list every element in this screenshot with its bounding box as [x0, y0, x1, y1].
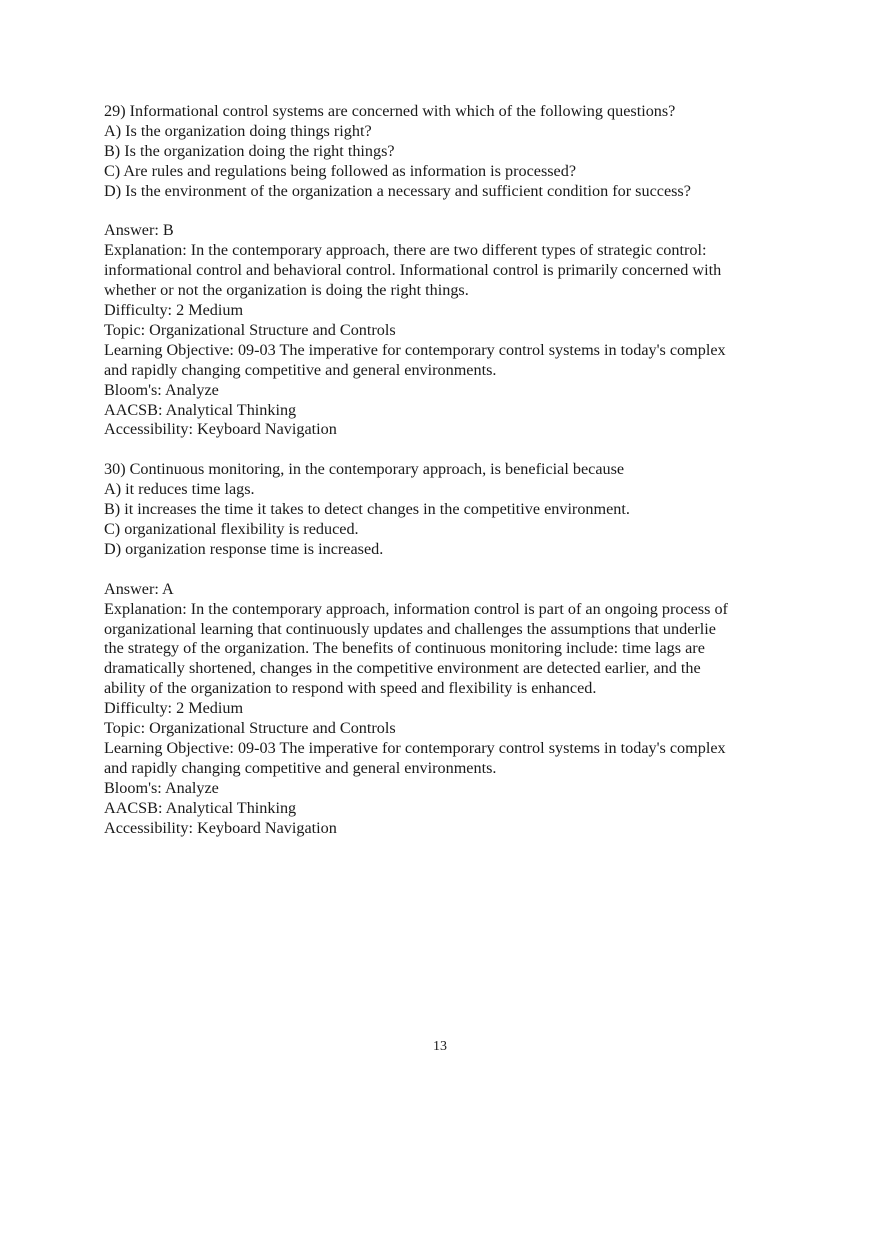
question-block: [104, 102, 794, 440]
difficulty: Difficulty: 2 Medium: [104, 301, 244, 320]
learning-objective-line: Learning Objective: 09-03 The imperative for contemporary control systems in today's complex: [104, 738, 726, 757]
accessibility-tag: Accessibility: Keyboard Navigation: [104, 818, 337, 837]
question-block: [104, 460, 794, 838]
answer-option-b: B) Is the organization doing the right things?: [104, 141, 395, 160]
learning-objective-line: and rapidly changing competitive and general environments.: [104, 758, 497, 777]
explanation-line: whether or not the organization is doing the right things.: [104, 281, 469, 300]
blooms-level: Bloom's: Analyze: [104, 778, 219, 797]
page-content: [104, 102, 794, 838]
explanation-line: organizational learning that continuously updates and challenges the assumptions that underlie: [104, 619, 716, 638]
page-number: 13: [433, 1039, 447, 1054]
aacsb-tag: AACSB: Analytical Thinking: [104, 400, 297, 419]
explanation-line: ability of the organization to respond with speed and flexibility is enhanced.: [104, 679, 597, 698]
spacer: [104, 440, 794, 460]
learning-objective-line: and rapidly changing competitive and general environments.: [104, 360, 497, 379]
spacer: [104, 560, 794, 580]
aacsb-tag: AACSB: Analytical Thinking: [104, 798, 297, 817]
explanation-line: dramatically shortened, changes in the competitive environment are detected earlier, and the: [104, 659, 701, 678]
topic: Topic: Organizational Structure and Controls: [104, 320, 396, 339]
answer-key: Answer: A: [104, 579, 174, 598]
answer-option-d: D) organization response time is increased.: [104, 539, 384, 558]
accessibility-tag: Accessibility: Keyboard Navigation: [104, 420, 337, 439]
learning-objective-line: Learning Objective: 09-03 The imperative for contemporary control systems in today's complex: [104, 340, 726, 359]
explanation-line: the strategy of the organization. The benefits of continuous monitoring include: time lags are: [104, 639, 705, 658]
question-text: 29) Informational control systems are concerned with which of the following questions?: [104, 102, 676, 120]
question-text: 30) Continuous monitoring, in the contemporary approach, is beneficial because: [104, 460, 625, 479]
answer-key: Answer: B: [104, 221, 174, 240]
answer-option-c: C) organizational flexibility is reduced.: [104, 520, 359, 538]
answer-option-b: B) it increases the time it takes to detect changes in the competitive environment.: [104, 500, 630, 519]
answer-option-d: D) Is the environment of the organization a necessary and sufficient condition for success?: [104, 181, 691, 200]
explanation-line: Explanation: In the contemporary approach, there are two different types of strategic control:: [104, 241, 707, 260]
answer-option-a: A) it reduces time lags.: [104, 480, 255, 499]
topic: Topic: Organizational Structure and Controls: [104, 719, 396, 738]
answer-option-a: A) Is the organization doing things right?: [104, 121, 372, 140]
spacer: [104, 202, 794, 222]
explanation-line: informational control and behavioral control. Informational control is primarily concerned with: [104, 261, 722, 280]
difficulty: Difficulty: 2 Medium: [104, 699, 244, 718]
answer-option-c: C) Are rules and regulations being followed as information is processed?: [104, 161, 577, 180]
blooms-level: Bloom's: Analyze: [104, 380, 219, 399]
explanation-line: Explanation: In the contemporary approach, information control is part of an ongoing process of: [104, 599, 728, 618]
